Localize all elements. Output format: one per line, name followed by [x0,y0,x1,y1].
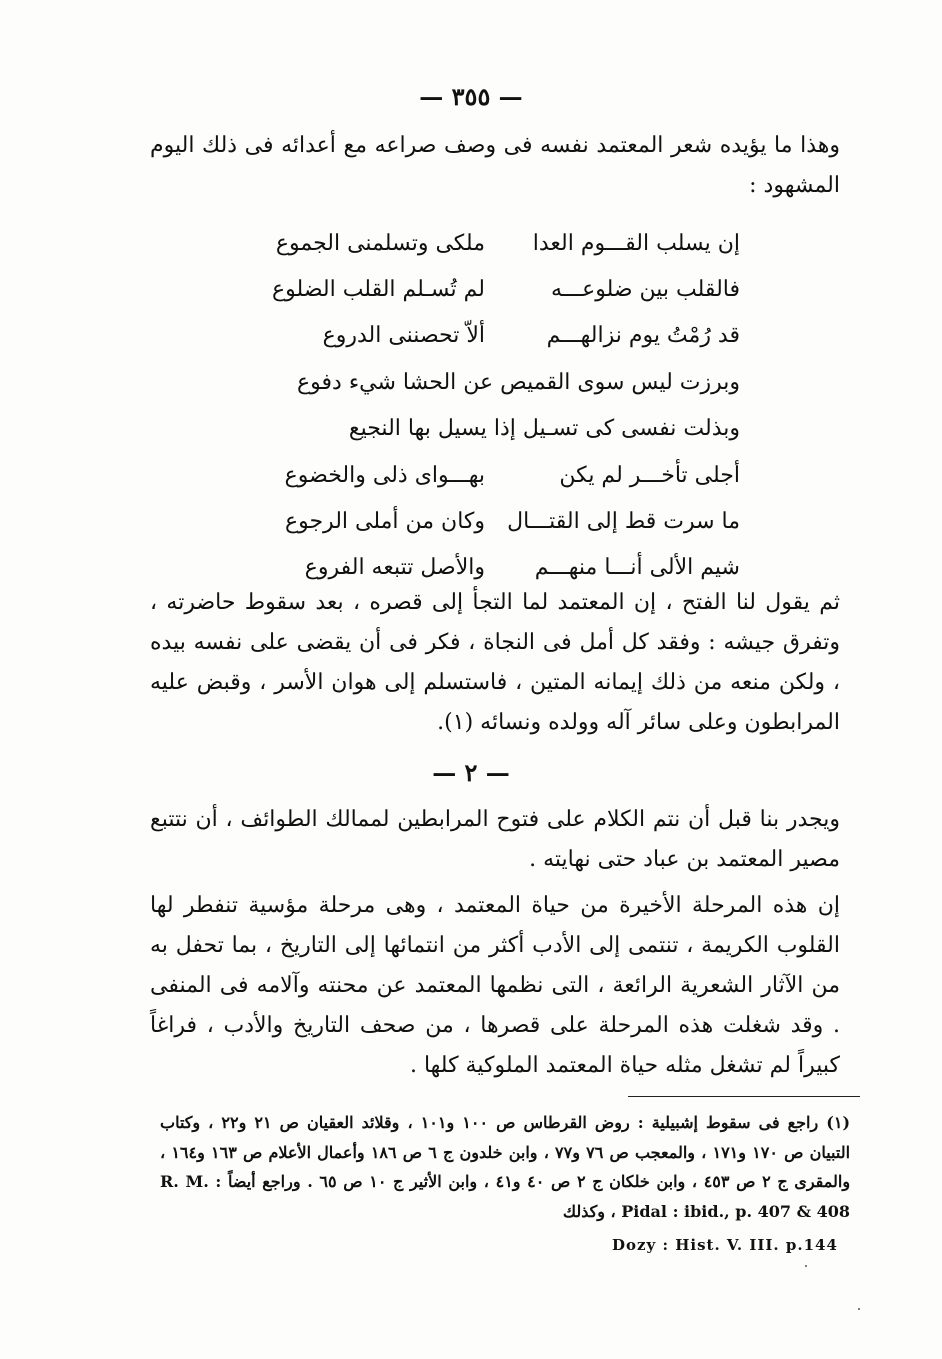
paragraph-fate: ويجدر بنا قبل أن نتم الكلام على فتوح المرابطين لممالك الطوائف ، أن نتتبع مصير المعتمد بن عباد حتى نهايته . [150,807,840,872]
verse-line [250,266,740,312]
verse-first-hemistich: فالقلب بين ضلوعـــه [550,277,740,303]
verse-line [250,313,740,359]
verse-second-hemistich: ملكى وتسلمنى الجموع [275,230,485,256]
page-number: — ٣٥٥ — [419,82,523,111]
footnote: (١) راجع فى سقوط إشبيلية : روض القرطاس ص ١٠٠ و١٠١ ، وقلائد العقيان ص ٢١ و٢٢ ، وكتاب التبيان ص ١٧٠ و١٧١ ، والمعجب ص ٧٦ و٧٧ ، وابن خلدون ج ٦ ص ١٨٦ وأعمال الأعلام ص ١٦٣ و١٦٤ ، والمقرى ج ٢ ص ٤٥٣ ، وابن خلكان ج ٢ ص ٤٠ و٤١ ، وابن الأثير ج ١٠ ص ٦٥ . وراجع أيضاً : R. M. Pidal : ibid., p. 407 & 408 ، وكذلك [160,1113,851,1221]
verse-full-line: وبرزت ليس سوى القميص عن الحشا شيء دفوع [297,369,740,395]
verse-first-hemistich: إن يسلب القـــوم العدا [532,230,740,256]
verse-first-hemistich: شيم الألى أنـــا منهـــم [534,555,740,581]
verse-first-hemistich: ما سرت قط إلى القتـــال [507,509,740,535]
section-number: — ٢ — [432,758,510,787]
footnote-latin-reference: Dozy : Hist. V. III. p.144 [612,1236,838,1254]
verse-second-hemistich: وكان من أملى الرجوع [284,509,485,535]
poem-verses [250,220,740,591]
verse-line [250,406,740,452]
verse-second-hemistich: بهـــواى ذلى والخضوع [284,462,485,488]
verse-line [250,359,740,405]
verse-line [250,220,740,266]
verse-line [250,498,740,544]
print-speck [858,1308,860,1310]
paragraph-last-phase: إن هذه المرحلة الأخيرة من حياة المعتمد ، وهى مرحلة مؤسية تنفطر لها القلوب الكريمة ، تنتمى إلى الأدب أكثر من انتمائها إلى التاريخ ، بما تحفل به من الآثار الشعرية الرائعة ، التى نظمها المعتمد عن محنته وآلامه فى المنفى . وقد شغلت هذه المرحلة على قصرها ، من صحف التاريخ والأدب ، فراغاً كبيراً لم تشغل مثله حياة المعتمد الملوكية كلها . [150,893,840,1078]
verse-full-line: وبذلت نفسى كى تسـيل إذا يسيل بها النجيع [348,416,740,442]
paragraph-capture: ثم يقول لنا الفتح ، إن المعتمد لما التجأ إلى قصره ، بعد سقوط حاضرته ، وتفرق جيشه : وفقد كل أمل فى النجاة ، فكر فى أن يقضى على نفسه بيده ، ولكن منعه من ذلك إيمانه المتين ، فاستسلم إلى هوان الأسر ، وقبض عليه المرابطون وعلى سائر آله وولده ونسائه (١). [150,590,840,735]
verse-first-hemistich: قد رُمْتُ يوم نزالهـــم [546,323,740,349]
footnote-divider [628,1096,860,1097]
verse-second-hemistich: ألاّ تحصننى الدروع [322,323,485,349]
verse-second-hemistich: لم تُسـلم القلب الضلوع [272,277,485,303]
verse-line [250,452,740,498]
verse-first-hemistich: أجلى تأخـــر لم يكن [559,462,740,488]
verse-second-hemistich: والأصل تتبعه الفروع [304,555,485,581]
print-speck [805,1265,807,1267]
intro-paragraph: وهذا ما يؤيده شعر المعتمد نفسه فى وصف صراعه مع أعدائه فى ذلك اليوم المشهود : [150,133,840,198]
